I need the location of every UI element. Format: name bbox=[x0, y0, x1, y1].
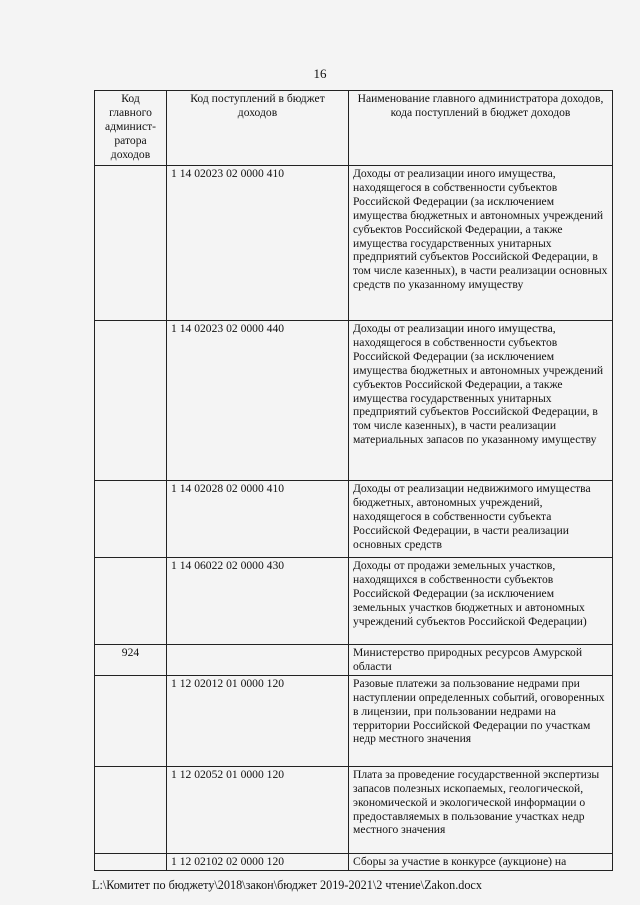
revenue-code-cell: 1 14 06022 02 0000 430 bbox=[167, 558, 349, 645]
table-row bbox=[95, 558, 613, 645]
table-row bbox=[95, 166, 613, 321]
revenue-codes-table bbox=[94, 90, 613, 871]
revenue-code-cell: 1 14 02023 02 0000 440 bbox=[167, 321, 349, 481]
page-number: 16 bbox=[313, 66, 327, 81]
admin-code-cell bbox=[95, 558, 167, 645]
revenue-name-cell: Министерство природных ресурсов Амурской области bbox=[349, 645, 613, 676]
table-row bbox=[95, 645, 613, 676]
revenue-name-cell: Разовые платежи за пользование недрами при наступлении определенных событий, оговоренных в лицензии, при пользовании недрами на территории Российской Федерации по участкам недр местного значения bbox=[349, 675, 613, 766]
admin-code-cell bbox=[95, 675, 167, 766]
admin-code-cell bbox=[95, 481, 167, 558]
revenue-code-cell: 1 14 02023 02 0000 410 bbox=[167, 166, 349, 321]
table-row bbox=[95, 321, 613, 481]
header-revenue-code: Код поступлений в бюджет доходов bbox=[167, 91, 349, 166]
revenue-code-cell: 1 12 02012 01 0000 120 bbox=[167, 675, 349, 766]
admin-code-cell: 924 bbox=[95, 645, 167, 676]
revenue-name-cell: Доходы от продажи земельных участков, находящихся в собственности субъектов Российской Федерации (за исключением земельных участков бюджетных и автономных учреждений субъектов Российской Федерации) bbox=[349, 558, 613, 645]
header-admin-code: Код главного админист-ратора доходов bbox=[95, 91, 167, 166]
table-row bbox=[95, 675, 613, 766]
admin-code-cell bbox=[95, 321, 167, 481]
admin-code-cell bbox=[95, 766, 167, 853]
revenue-code-cell bbox=[167, 645, 349, 676]
revenue-name-cell: Доходы от реализации недвижимого имущества бюджетных, автономных учреждений, находящегося в собственности субъекта Российской Федерации, в части реализации основных средств bbox=[349, 481, 613, 558]
header-name: Наименование главного администратора доходов, кода поступлений в бюджет доходов bbox=[349, 91, 613, 166]
table-row bbox=[95, 481, 613, 558]
table-row bbox=[95, 853, 613, 870]
revenue-name-cell: Доходы от реализации иного имущества, находящегося в собственности субъектов Российской Федерации (за исключением имущества бюджетных и автономных учреждений субъектов Российской Федерации, а также имущества государственных унитарных предприятий субъектов Российской Федерации, в том числе казенных), в части реализации материальных запасов по указанному имуществу bbox=[349, 321, 613, 481]
revenue-name-cell: Плата за проведение государственной экспертизы запасов полезных ископаемых, геологической, экономической и экологической информации о предоставляемых в пользование участках недр местного значения bbox=[349, 766, 613, 853]
revenue-name-cell: Доходы от реализации иного имущества, находящегося в собственности субъектов Российской Федерации (за исключением имущества бюджетных и автономных учреждений субъектов Российской Федерации, а также имущества государственных унитарных предприятий субъектов Российской Федерации, в том числе казенных), в части реализации основных средств по указанному имуществу bbox=[349, 166, 613, 321]
revenue-code-cell: 1 12 02102 02 0000 120 bbox=[167, 853, 349, 870]
revenue-code-cell: 1 12 02052 01 0000 120 bbox=[167, 766, 349, 853]
admin-code-cell bbox=[95, 166, 167, 321]
table-header-row bbox=[95, 91, 613, 166]
admin-code-cell bbox=[95, 853, 167, 870]
revenue-name-cell: Сборы за участие в конкурсе (аукционе) на bbox=[349, 853, 613, 870]
document-path-footer: L:\Комитет по бюджету\2018\закон\бюджет 2019-2021\2 чтение\Zakon.docx bbox=[92, 878, 482, 892]
table-row bbox=[95, 766, 613, 853]
revenue-code-cell: 1 14 02028 02 0000 410 bbox=[167, 481, 349, 558]
